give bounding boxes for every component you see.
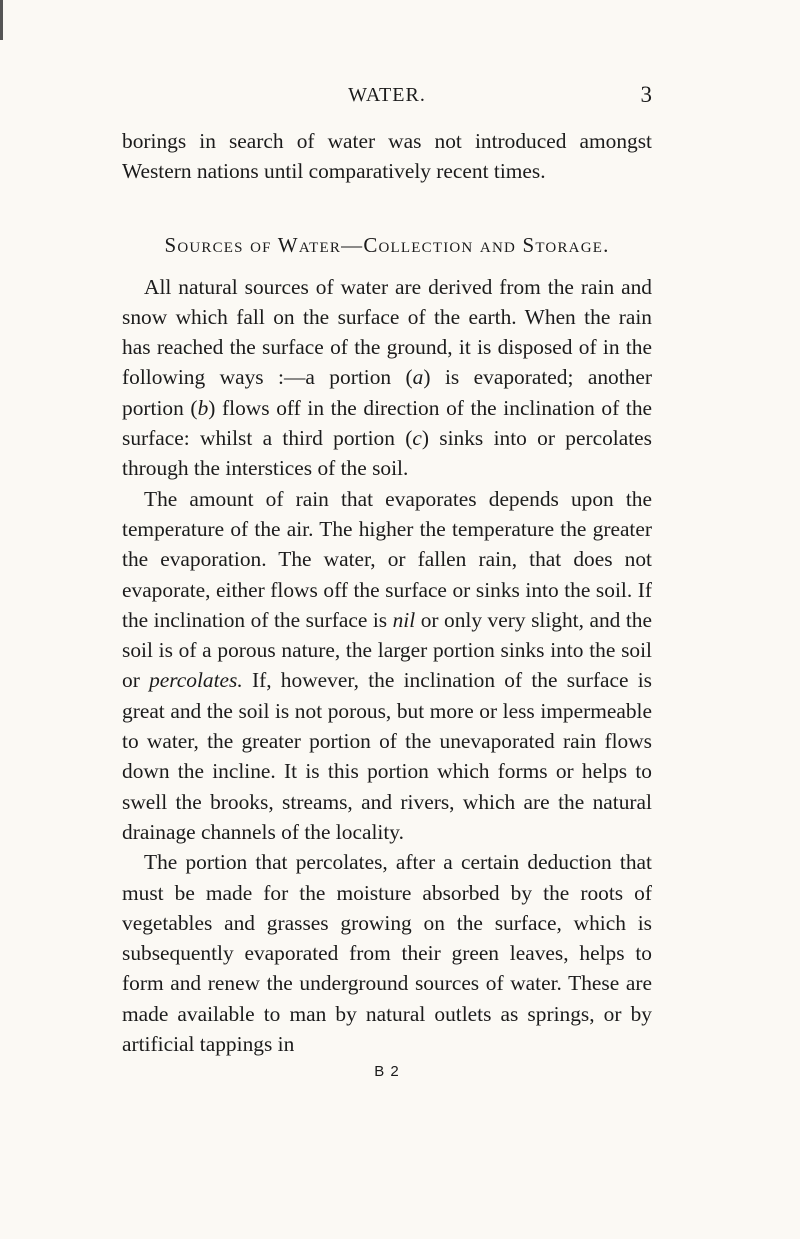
paragraph-2-text-a: The amount of rain that evaporates depends upon the temperature of the air. The higher the temperature the greater the evaporation. The water, or fallen rain, that does not evaporate, either flows off the surface or sinks into the soil. If the inclination of the surface is: [122, 486, 652, 632]
binding-edge: [0, 0, 3, 40]
paragraph-1: [122, 272, 652, 484]
paragraph-2-text-c: If, however, the inclination of the surface is great and the soil is not porous, but more or less impermeable to water, the greater portion of the unevaporated rain flows down the incline. It is this portion which forms or helps to swell the brooks, streams, and rivers, which are the natural drainage channels of the locality.: [122, 668, 652, 844]
emphasis-percolates: percolates.: [149, 668, 243, 693]
running-head: [122, 84, 652, 106]
page-number: 3: [640, 82, 652, 107]
label-c: c: [412, 426, 422, 451]
paragraph-1-text-d: ) sinks into or percolates through the interstices of the soil.: [122, 426, 652, 481]
label-a: a: [412, 365, 424, 390]
label-b: b: [197, 395, 209, 420]
signature-mark: B 2: [374, 1063, 400, 1081]
paragraph-2: [122, 484, 652, 848]
paragraph-2-text-b: or only very slight, and the soil is of a porous nature, the larger portion sinks into the soil or: [122, 607, 652, 693]
section-heading: [122, 233, 652, 258]
section-heading-text: Sources of Water—Collection and Storage.: [164, 232, 610, 257]
paragraph-1-text-c: ) flows off in the direction of the inclination of the surface: whilst a third portion (: [122, 395, 653, 451]
continuation-paragraph: borings in search of water was not introduced amongst Western nations until comparatively recent times.: [122, 129, 652, 184]
paragraph-3: The portion that percolates, after a certain deduction that must be made for the moisture absorbed by the roots of vegetables and grasses growing on the surface, which is subsequently evaporated from their green leaves, helps to form and renew the underground sources of water. These are made available to man by natural outlets as springs, or by artificial tappings in: [122, 850, 652, 1057]
paragraph-1-text-b: ) is evaporated; another portion (: [122, 365, 653, 420]
book-page: [122, 84, 652, 1080]
emphasis-nil: nil: [392, 607, 416, 632]
running-title: WATER.: [348, 84, 426, 106]
paragraph-1-text-a: All natural sources of water are derived from the rain and snow which fall on the surface of the earth. When the rain has reached the surface of the ground, it is disposed of in the following ways :—a portion (: [122, 274, 652, 390]
